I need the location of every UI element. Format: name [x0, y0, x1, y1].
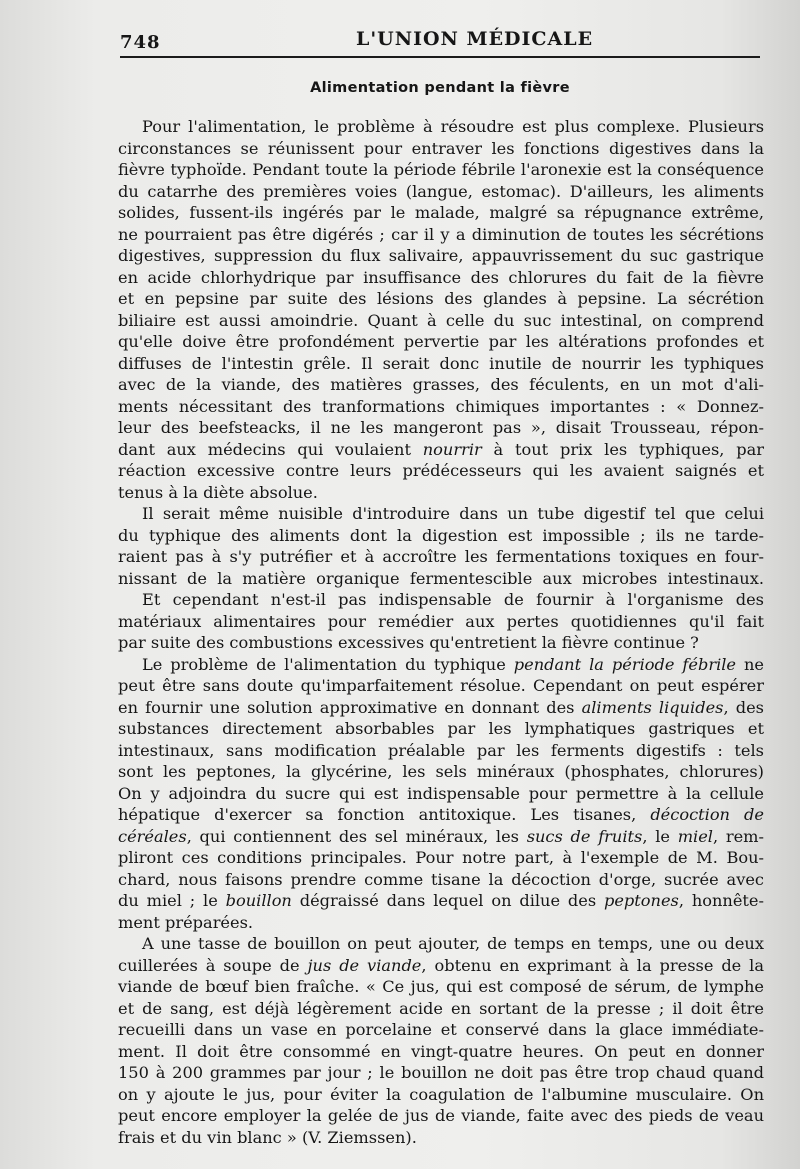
text-line: intestinaux, sans modification préalable par les ferments digestifs : tels: [118, 740, 764, 760]
text-line: qu'elle doive être profondément pervertie par les altérations profondes et: [118, 332, 764, 351]
italic-text: pendant la période fébrile: [513, 654, 737, 674]
text-line: leur des beefsteacks, il ne les mangeront pas », disait Trousseau, répon-: [118, 418, 764, 437]
running-title: L'UNION MÉDICALE: [356, 28, 594, 50]
text-line: par suite des combustions excessives qu'entretient la fièvre continue ?: [118, 633, 699, 652]
italic-text: céréales: [118, 826, 187, 846]
text-line: Et cependant n'est-il pas indispensable de fournir à l'organisme des: [142, 590, 764, 609]
italic-text: décoction de: [650, 805, 764, 824]
text-line: digestives, suppression du flux salivaire, appauvrissement du suc gastrique: [118, 246, 764, 265]
text-line: et de sang, est déjà légèrement acide en sortant de la presse ; il doit être: [118, 998, 764, 1018]
italic-text: peptones: [603, 891, 679, 910]
text-line: 150 à 200 grammes par jour ; le bouillon ne doit pas être trop chaud quand: [118, 1063, 764, 1082]
italic-text: nourrir: [422, 439, 482, 459]
italic-text: miel: [677, 826, 713, 846]
text-line: A une tasse de bouillon on peut ajouter, de temps en temps, une ou deux: [142, 934, 764, 953]
body-text: [118, 116, 764, 1148]
italic-text: aliments liquides: [581, 697, 724, 717]
text-line: du catarrhe des premières voies (langue, estomac). D'ailleurs, les aliments: [118, 181, 764, 201]
text-line: en acide chlorhydrique par insuffisance des chlorures du fait de la fièvre: [118, 267, 764, 287]
text-line: matériaux alimentaires pour remédier aux pertes quotidiennes qu'il fait: [118, 611, 764, 631]
text-line: on y ajoute le jus, pour éviter la coagulation de l'albumine musculaire. On: [118, 1084, 764, 1104]
text-line: ment. Il doit être consommé en vingt-quatre heures. On peut en donner: [118, 1041, 764, 1061]
text-line: Pour l'alimentation, le problème à résoudre est plus complexe. Plusieurs: [142, 117, 764, 136]
text-line: dant aux médecins qui voulaient nourrir à tout prix les typhiques, par: [118, 439, 764, 459]
italic-text: jus de viande: [307, 955, 422, 975]
text-line: avec de la viande, des matières grasses, des féculents, en un mot d'ali-: [118, 375, 764, 394]
text-line: diffuses de l'intestin grêle. Il serait donc inutile de nourrir les typhiques: [118, 353, 764, 373]
header-rule: [120, 56, 760, 58]
text-line: peut être sans doute qu'imparfaitement résolue. Cependant on peut espérer: [118, 676, 764, 695]
text-line: circonstances se réunissent pour entraver les fonctions digestives dans la: [118, 138, 764, 158]
text-line: sont les peptones, la glycérine, les sels minéraux (phosphates, chlorures): [118, 762, 764, 781]
italic-text: bouillon: [225, 891, 292, 910]
text-line: du typhique des aliments dont la digestion est impossible ; ils ne tarde-: [118, 525, 764, 545]
italic-text: sucs de fruits: [526, 826, 643, 846]
page-number: 748: [120, 32, 161, 53]
text-line: peut encore employer la gelée de jus de viande, faite avec des pieds de veau: [118, 1106, 764, 1125]
page-header: [120, 26, 760, 62]
section-title: Alimentation pendant la fièvre: [310, 80, 570, 96]
text-line: nissant de la matière organique fermentescible aux microbes intestinaux.: [118, 568, 764, 588]
text-line: ne pourraient pas être digérés ; car il y a diminution de toutes les sécrétions: [118, 224, 764, 244]
text-line: raient pas à s'y putréfier et à accroître les fermentations toxiques en four-: [118, 547, 764, 566]
text-line: recueilli dans un vase en porcelaine et conservé dans la glace immédiate-: [118, 1020, 764, 1039]
text-line: réaction excessive contre leurs prédécesseurs qui les avaient saignés et: [118, 461, 764, 480]
text-line: pliront ces conditions principales. Pour notre part, à l'exemple de M. Bou-: [118, 848, 764, 867]
text-line: cuillerées à soupe de jus de viande, obtenu en exprimant à la presse de la: [118, 955, 765, 975]
text-line: hépatique d'exercer sa fonction antitoxique. Les tisanes, décoction de: [118, 805, 764, 824]
text-line: en fournir une solution approximative en donnant des aliments liquides, des: [118, 697, 764, 717]
text-line: biliaire est aussi amoindrie. Quant à celle du suc intestinal, on comprend: [118, 310, 764, 330]
text-line: viande de bœuf bien fraîche. « Ce jus, qui est composé de sérum, de lymphe: [118, 977, 764, 996]
text-line: substances directement absorbables par les lymphatiques gastriques et: [118, 719, 764, 738]
text-line: tenus à la diète absolue.: [118, 482, 318, 502]
text-line: Il serait même nuisible d'introduire dans un tube digestif tel que celui: [142, 504, 764, 523]
text-line: On y adjoindra du sucre qui est indispensable pour permettre à la cellule: [118, 783, 764, 803]
text-line: Le problème de l'alimentation du typhique pendant la période fébrile ne: [142, 654, 764, 674]
text-line: fièvre typhoïde. Pendant toute la période fébrile l'aronexie est la conséquence: [118, 160, 764, 179]
text-line: frais et du vin blanc » (V. Ziemssen).: [118, 1127, 417, 1147]
text-line: solides, fussent-ils ingérés par le malade, malgré sa répugnance extrême,: [118, 203, 764, 222]
text-line: et en pepsine par suite des lésions des glandes à pepsine. La sécrétion: [118, 289, 764, 308]
text-line: ments nécessitant des tranformations chimiques importantes : « Donnez-: [118, 396, 764, 416]
text-line: ment préparées.: [118, 912, 254, 932]
text-line: du miel ; le bouillon dégraissé dans lequel on dilue des peptones, honnête-: [118, 891, 764, 910]
text-line: chard, nous faisons prendre comme tisane la décoction d'orge, sucrée avec: [118, 869, 764, 889]
text-line: céréales, qui contiennent des sel minéraux, les sucs de fruits, le miel, rem-: [118, 826, 764, 846]
